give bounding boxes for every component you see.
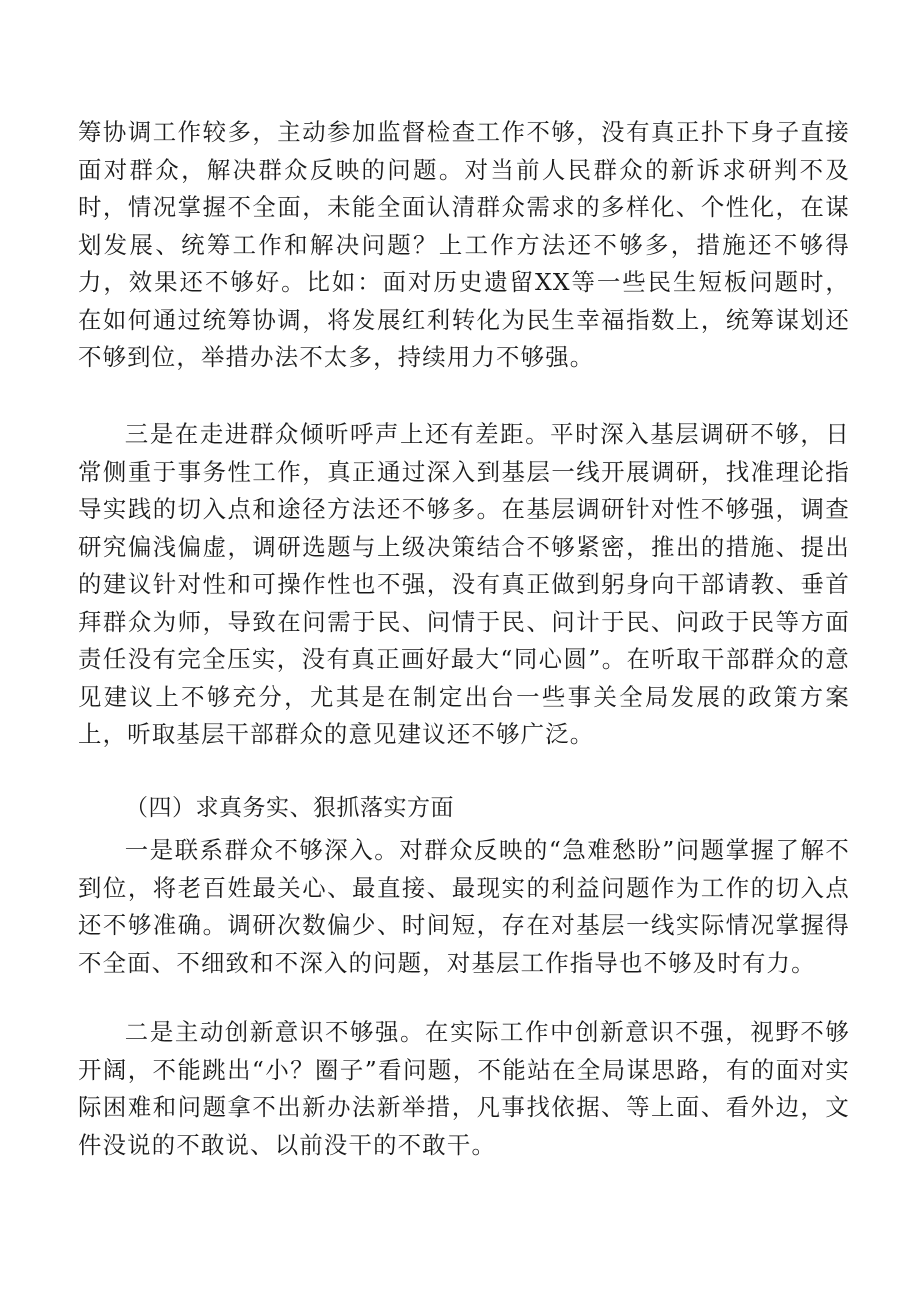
paragraph-continuation — [78, 114, 850, 377]
paragraph-second-point — [78, 1014, 850, 1164]
paragraph-first-point — [78, 832, 850, 982]
section-heading: （四）求真务实、狠抓落实方面 — [125, 795, 454, 821]
paragraph-third-point — [78, 416, 850, 754]
paragraph-text: 筹协调工作较多，主动参加监督检查工作不够，没有真正扑下身子直接面对群众，解决群众反映的问题。对当前人民群众的新诉求研判不及时，情况掌握不全面，未能全面认清群众需求的多样化、个性化，在谋划发展、统筹工作和解决问题？上工作方法还不够多，措施还不够得力，效果还不够好。比如：面对历史遗留XX等一些民生短板问题时，在如何通过统筹协调，将发展红利转化为民生幸福指数上，统筹谋划还不够到位，举措办法不太多，持续用力不够强。 — [78, 118, 850, 371]
paragraph-text: 三是在走进群众倾听呼声上还有差距。平时深入基层调研不够，日常侧重于事务性工作，真正通过深入到基层一线开展调研，找准理论指导实践的切入点和途径方法还不够多。在基层调研针对性不够强，调查研究偏浅偏虚，调研选题与上级决策结合不够紧密，推出的措施、提出的建议针对性和可操作性也不强，没有真正做到躬身向干部请教、垂首拜群众为师，导致在问需于民、问情于民、问计于民、问政于民等方面责任没有完全压实，没有真正画好最大“同心圆”。在听取干部群众的意见建议上不够充分，尤其是在制定出台一些事关全局发展的政策方案上，听取基层干部群众的意见建议还不够广泛。 — [78, 420, 850, 748]
paragraph-text: 一是联系群众不够深入。对群众反映的“急难愁盼”问题掌握了解不到位，将老百姓最关心、最直接、最现实的利益问题作为工作的切入点还不够准确。调研次数偏少、时间短，存在对基层一线实际情况掌握得不全面、不细致和不深入的问题，对基层工作指导也不够及时有力。 — [78, 836, 850, 977]
paragraph-text: 二是主动创新意识不够强。在实际工作中创新意识不强，视野不够开阔，不能跳出“小？圈子”看问题，不能站在全局谋思路，有的面对实际困难和问题拿不出新办法新举措，凡事找依据、等上面、看外边，文件没说的不敢说、以前没干的不敢干。 — [78, 1018, 850, 1159]
